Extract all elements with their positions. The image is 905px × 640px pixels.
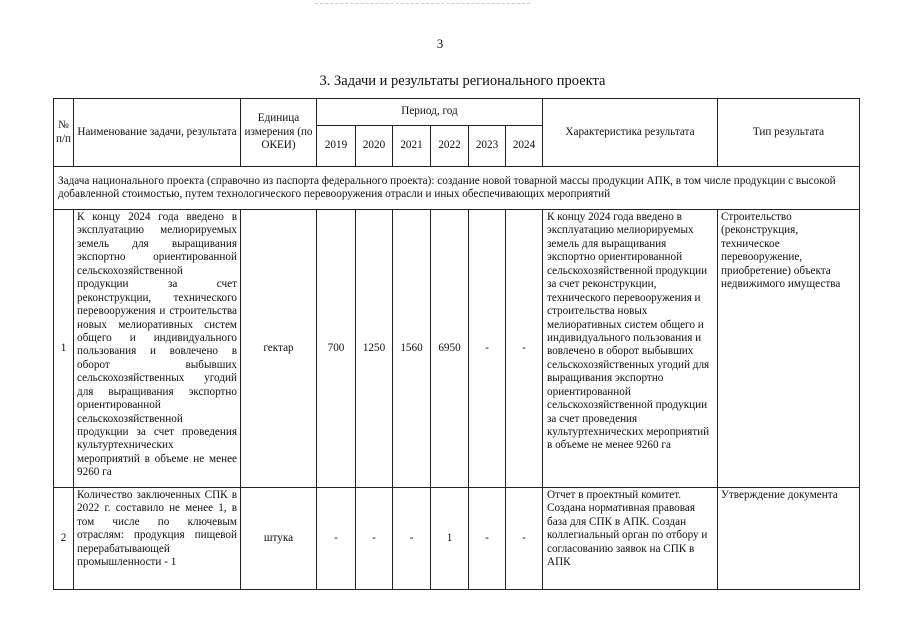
header-year: 2022 — [431, 126, 469, 167]
row-unit: штука — [241, 488, 317, 590]
row-value: - — [356, 488, 393, 590]
header-unit: Единица измерения (по ОКЕИ) — [241, 99, 317, 167]
row-unit: гектар — [241, 210, 317, 488]
header-year: 2024 — [506, 126, 543, 167]
row-value: 6950 — [431, 210, 469, 488]
table-row — [54, 488, 860, 590]
row-value: 1560 — [393, 210, 431, 488]
header-year: 2020 — [356, 126, 393, 167]
row-number: 2 — [54, 488, 74, 590]
results-table — [53, 98, 860, 590]
row-type: Утверждение документа — [718, 488, 860, 590]
row-task: К концу 2024 года введено в эксплуатацию мелиорируемых земель для выращивания экспортно ориентированной сельскохозяйственной продукции за счет реконструкции, технического перевооружения и строительства новых мелиоративных систем общего и индивидуального пользования и вовлечено в оборот выбывших сельскохозяйственных угодий для выращивания экспортно ориентированной сельскохозяйственной продукции за счет проведения культуртехнических мероприятий в объеме не менее 9260 га — [74, 210, 241, 488]
row-characteristic: К концу 2024 года введено в эксплуатацию мелиорируемых земель для выращивания экспортно ориентированной сельскохозяйственной продукции за счет реконструкции, технического перевооружения и строительства новых мелиоративных систем общего и индивидуального пользования и вовлечено в оборот выбывших сельскохозяйственных угодий для выращивания экспортно ориентированной сельскохозяйственной продукции за счет проведения культуртехнических мероприятий в объеме не менее 9260 га — [543, 210, 718, 488]
header-number: № п/п — [54, 99, 74, 167]
row-value: 700 — [317, 210, 356, 488]
header-type: Тип результата — [718, 99, 860, 167]
header-period: Период, год — [317, 99, 543, 126]
row-number: 1 — [54, 210, 74, 488]
header-characteristic: Характеристика результата — [543, 99, 718, 167]
national-task-text: Задача национального проекта (справочно из паспорта федерального проекта): создание новой товарной массы продукции АПК, в том числе продукции с высокой добавленной стоимостью, путем технологического перевооружения отрасли и иных обеспечивающих мероприятий — [54, 167, 860, 210]
header-year: 2019 — [317, 126, 356, 167]
row-value: 1 — [431, 488, 469, 590]
section-title: 3. Задачи и результаты регионального проекта — [319, 73, 606, 89]
national-task-row — [54, 167, 860, 210]
row-value: - — [506, 210, 543, 488]
row-value: - — [317, 488, 356, 590]
header-year: 2023 — [469, 126, 506, 167]
row-value: - — [506, 488, 543, 590]
header-row-1 — [54, 99, 860, 126]
row-value: - — [469, 488, 506, 590]
row-type: Строительство (реконструкция, техническое перевооружение, приобретение) объекта недвижимого имущества — [718, 210, 860, 488]
scan-artifact-line — [315, 3, 530, 4]
page-number: 3 — [436, 36, 444, 51]
table-row — [54, 210, 860, 488]
header-year: 2021 — [393, 126, 431, 167]
row-value: 1250 — [356, 210, 393, 488]
header-task-name: Наименование задачи, результата — [74, 99, 241, 167]
row-characteristic: Отчет в проектный комитет. Создана нормативная правовая база для СПК в АПК. Создан коллегиальный орган по отбору и согласованию заявок на СПК в АПК — [543, 488, 718, 590]
row-value: - — [469, 210, 506, 488]
row-task: Количество заключенных СПК в 2022 г. составило не менее 1, в том числе по ключевым отраслям: продукция пищевой перерабатывающей промышленности - 1 — [74, 488, 241, 590]
row-value: - — [393, 488, 431, 590]
